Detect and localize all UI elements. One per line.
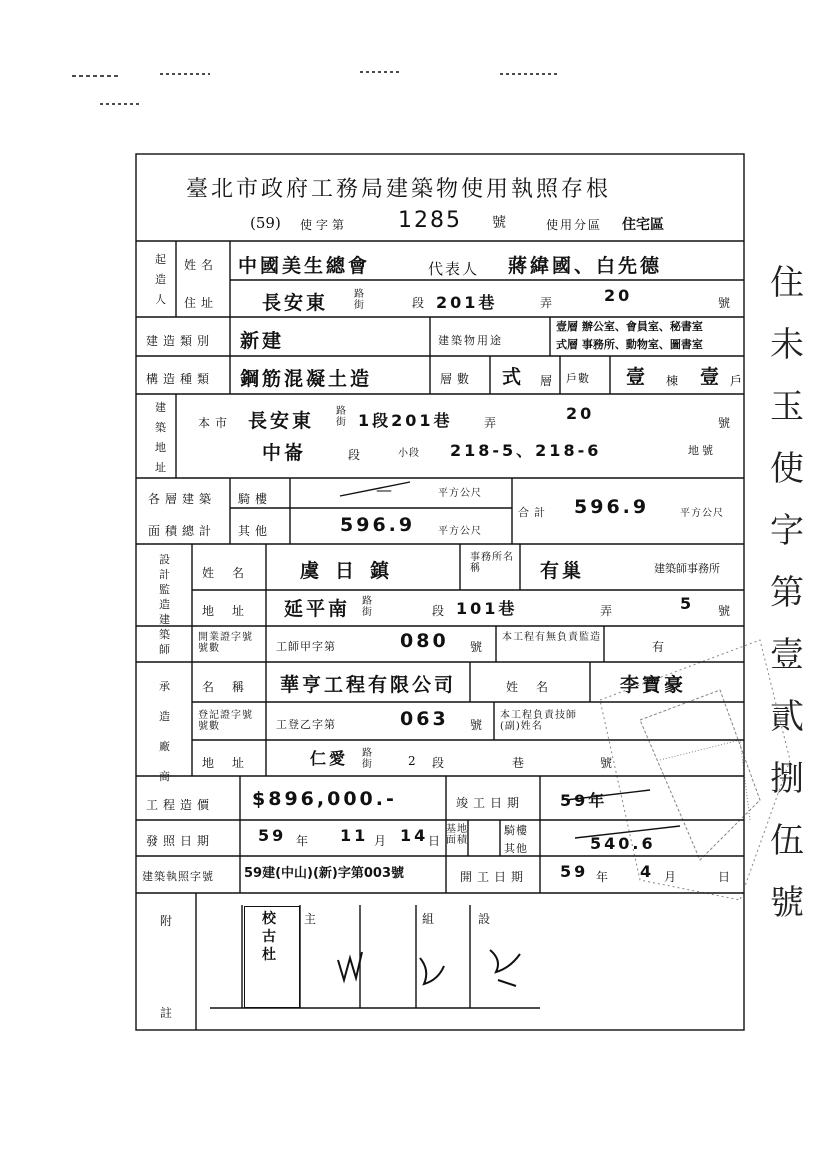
issue-year: 59 bbox=[258, 826, 287, 845]
builder-no-label: 號 bbox=[718, 296, 736, 310]
side-char: 捌 bbox=[770, 759, 804, 799]
complete-label: 竣工日期 bbox=[456, 796, 525, 810]
reg-no: 063 bbox=[400, 708, 449, 730]
contractor-person-value: 李寶豪 bbox=[620, 674, 687, 696]
site-road-label: 路街 bbox=[336, 406, 347, 428]
builder-road-label: 路街 bbox=[354, 289, 365, 311]
building-unit: 棟 bbox=[666, 374, 684, 388]
architect-no-label: 號 bbox=[718, 604, 736, 618]
site-section: 1段201巷 bbox=[358, 411, 453, 430]
floors-unit: 層 bbox=[540, 374, 558, 388]
arcade-unit: 平方公尺 bbox=[438, 488, 482, 499]
issue-year-label: 年 bbox=[296, 834, 314, 848]
site-other-value: 540.6 bbox=[590, 834, 656, 853]
issue-month: 11 bbox=[340, 826, 369, 845]
use-line2: 式層 事務所、動物室、圖書室 bbox=[556, 338, 703, 351]
license-label: 開業證字號號數 bbox=[198, 632, 253, 654]
area-group2: 面積總計 bbox=[148, 524, 217, 538]
struct-value: 鋼筋混凝土造 bbox=[240, 368, 373, 390]
floors-label: 層數 bbox=[440, 372, 475, 386]
start-day-label: 日 bbox=[718, 870, 736, 884]
side-text bbox=[762, 252, 812, 934]
site-street: 長安東 bbox=[248, 410, 315, 432]
notes-col2: 主 bbox=[304, 912, 322, 926]
site-small-section: 小段 bbox=[398, 448, 420, 459]
cost-value: $896,000.- bbox=[252, 788, 397, 810]
firm-label: 事務所名稱 bbox=[470, 552, 514, 574]
notes-col3: 組 bbox=[422, 912, 440, 926]
area-group1: 各層建築 bbox=[148, 492, 217, 506]
use-label: 建築物用途 bbox=[438, 334, 503, 347]
other-unit: 平方公尺 bbox=[438, 526, 482, 537]
site-alley-label: 弄 bbox=[484, 416, 502, 430]
architect-lane-value: 101巷 bbox=[456, 599, 518, 618]
builder-lane-value: 201巷 bbox=[436, 293, 498, 312]
issue-day: 14 bbox=[400, 826, 429, 845]
site-district: 中崙 bbox=[262, 442, 307, 464]
license-no: 080 bbox=[400, 630, 449, 652]
use-line1: 壹層 辦公室、會員室、秘書室 bbox=[556, 320, 703, 333]
contractor-section-label: 段 bbox=[432, 756, 450, 770]
households-label: 戶數 bbox=[566, 372, 590, 385]
builder-alley-label: 弄 bbox=[540, 296, 558, 310]
supervisor-value: 有 bbox=[652, 640, 670, 654]
issue-label: 發照日期 bbox=[146, 834, 215, 848]
site-district-label: 段 bbox=[348, 448, 366, 462]
notes-label-bottom: 註 bbox=[160, 1006, 178, 1020]
contractor-group-label: 承造廠商 bbox=[159, 680, 171, 783]
site-group-label: 建築地址 bbox=[155, 401, 167, 474]
side-char: 壹 bbox=[770, 635, 804, 675]
side-char: 住 bbox=[770, 263, 804, 303]
complete-value: 59年 bbox=[560, 791, 608, 810]
builder-section-label: 段 bbox=[412, 296, 430, 310]
zone-value: 住宅區 bbox=[622, 217, 664, 233]
reg-prefix-label: 工登乙字第 bbox=[276, 718, 336, 731]
notes-stamp-text: 校古杜 bbox=[262, 911, 277, 963]
architect-no-value: 5 bbox=[680, 594, 695, 613]
architect-section-label: 段 bbox=[432, 604, 450, 618]
contractor-alley-label: 巷 bbox=[512, 756, 530, 770]
site-no-value: 20 bbox=[566, 404, 595, 423]
tech-label: 本工程負責技師(副)姓名 bbox=[500, 710, 577, 732]
zone-label: 使用分區 bbox=[546, 218, 603, 232]
other-label: 其他 bbox=[238, 524, 273, 538]
builder-rep-label: 代表人 bbox=[428, 260, 480, 278]
site-arcade-label: 騎樓 bbox=[504, 824, 528, 837]
site-other-label: 其他 bbox=[504, 842, 528, 855]
total-unit: 平方公尺 bbox=[680, 508, 724, 519]
site-city: 本市 bbox=[198, 416, 233, 430]
contractor-name-value: 華亨工程有限公司 bbox=[280, 674, 457, 696]
contractor-name-label: 名稱 bbox=[202, 680, 263, 694]
reg-label: 登記證字號號數 bbox=[198, 710, 253, 732]
builder-name-value: 中國美生總會 bbox=[238, 255, 371, 277]
permit-value: 59建(中山)(新)字第003號 bbox=[244, 866, 404, 881]
contractor-road-label: 路街 bbox=[362, 748, 373, 770]
total-label: 合計 bbox=[518, 506, 550, 519]
floors-value: 式 bbox=[502, 366, 525, 388]
page-title: 臺北市政府工務局建築物使用執照存根 bbox=[186, 177, 612, 202]
side-char: 玉 bbox=[770, 387, 804, 427]
license-prefix-label: 工師甲字第 bbox=[276, 640, 336, 653]
contractor-person-label: 姓名 bbox=[506, 680, 567, 694]
architect-addr-street: 延平南 bbox=[284, 598, 351, 620]
notes-label-top: 附 bbox=[160, 914, 178, 928]
contractor-section-value: 2 bbox=[408, 754, 421, 768]
issue-day-label: 日 bbox=[428, 834, 446, 848]
permit-label: 建築執照字號 bbox=[142, 870, 214, 883]
start-label: 開工日期 bbox=[460, 870, 529, 884]
site-no-label: 號 bbox=[718, 416, 736, 430]
arcade-label: 騎樓 bbox=[238, 492, 273, 506]
architect-name-value: 虞日鎮 bbox=[300, 560, 406, 582]
arcade-value: — bbox=[376, 480, 392, 499]
architect-addr-label: 地址 bbox=[202, 604, 263, 618]
contractor-addr-label: 地址 bbox=[202, 756, 263, 770]
type-value: 新建 bbox=[240, 330, 285, 352]
start-year: 59 bbox=[560, 862, 589, 881]
notes-col4: 設 bbox=[478, 912, 496, 926]
builder-addr-label: 住址 bbox=[184, 296, 219, 310]
households-unit: 戶 bbox=[730, 374, 748, 388]
contractor-addr-street: 仁愛 bbox=[310, 749, 349, 768]
side-char: 字 bbox=[770, 511, 804, 551]
license-number: 1285 bbox=[398, 208, 462, 233]
type-label: 建造類別 bbox=[146, 334, 215, 348]
architect-name-label: 姓名 bbox=[202, 566, 263, 580]
site-lots: 218-5、218-6 bbox=[450, 441, 602, 460]
side-char: 貳 bbox=[770, 697, 804, 737]
start-month-label: 月 bbox=[664, 870, 682, 884]
license-prefix: 使字第 bbox=[300, 218, 349, 232]
households-value: 壹 bbox=[700, 366, 723, 388]
building-count: 壹 bbox=[626, 366, 649, 388]
reg-suffix-label: 號 bbox=[470, 718, 488, 732]
builder-group-label: 起造人 bbox=[155, 253, 167, 306]
license-suffix: 號 bbox=[492, 215, 506, 231]
license-suffix-label: 號 bbox=[470, 640, 488, 654]
signature-marks bbox=[320, 930, 560, 1000]
site-area-label: 基地面積 bbox=[446, 824, 468, 846]
license-year: (59) bbox=[250, 214, 281, 232]
builder-no-value: 20 bbox=[604, 286, 633, 305]
architect-road-label: 路街 bbox=[362, 596, 373, 618]
supervisor-label: 本工程有無負責監造 bbox=[502, 632, 601, 643]
builder-addr-street: 長安東 bbox=[262, 292, 329, 314]
issue-month-label: 月 bbox=[374, 834, 392, 848]
struct-label: 構造種類 bbox=[146, 372, 215, 386]
contractor-no-label: 號 bbox=[600, 756, 618, 770]
side-char: 伍 bbox=[770, 821, 804, 861]
side-char: 號 bbox=[770, 883, 804, 923]
start-month: 4 bbox=[640, 862, 655, 881]
firm-value: 有巢 bbox=[540, 560, 585, 582]
side-char: 第 bbox=[770, 573, 804, 613]
builder-rep-value: 蔣緯國、白先德 bbox=[508, 255, 663, 277]
side-char: 未 bbox=[770, 325, 804, 365]
cost-label: 工程造價 bbox=[146, 798, 215, 812]
firm-suffix: 建築師事務所 bbox=[654, 562, 720, 575]
architect-group-label: 設計監造建築師 bbox=[159, 553, 171, 656]
other-value: 596.9 bbox=[340, 514, 416, 536]
total-value: 596.9 bbox=[574, 496, 650, 518]
site-lot-label: 地號 bbox=[688, 444, 716, 457]
builder-name-label: 姓名 bbox=[184, 258, 219, 272]
side-char: 使 bbox=[770, 449, 804, 489]
start-year-label: 年 bbox=[596, 870, 614, 884]
architect-alley-label: 弄 bbox=[600, 604, 618, 618]
